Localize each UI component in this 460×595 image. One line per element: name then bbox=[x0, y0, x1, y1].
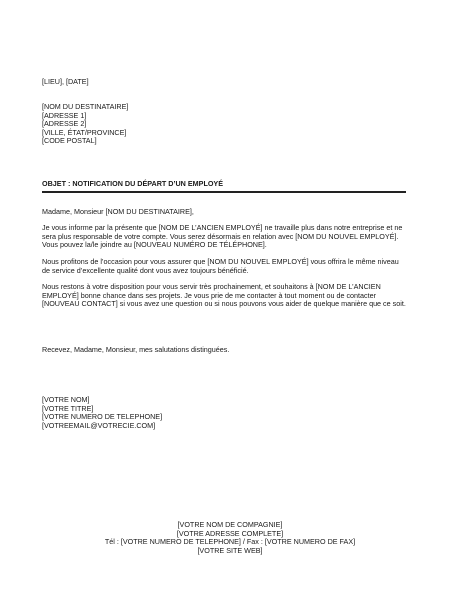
recipient-postal-code: [CODE POSTAL] bbox=[42, 136, 97, 146]
closing-block bbox=[42, 346, 410, 355]
letter-subject: OBJET : NOTIFICATION DU DÉPART D’UN EMPLOYÉ bbox=[42, 179, 224, 188]
body-paragraph-3 bbox=[42, 283, 408, 309]
recipient-name: [NOM DU DESTINATAIRE] bbox=[42, 102, 129, 111]
signature-block bbox=[42, 396, 410, 430]
body-paragraph-text: Je vous informe par la présente que [NOM DE L’ANCIEN EMPLOYÉ] ne travaille plus dans notre entreprise et ne sera plus responsable de votre compte. Vous serez désormais en relation avec [NOM DU NOUVEL EMPLOYÉ]. Vous pouvez la/le joindre au [NOUVEAU NUMÉRO DE TÉLÉPHONE]. bbox=[42, 223, 403, 250]
salutation: Madame, Monsieur [NOM DU DESTINATAIRE], bbox=[42, 207, 194, 216]
footer-phone-fax: Tél : [VOTRE NUMERO DE TELEPHONE] / Fax : [VOTRE NUMERO DE FAX] bbox=[104, 537, 356, 547]
body-paragraph-text: Nous profitons de l’occasion pour vous assurer que [NOM DU NOUVEL EMPLOYÉ] vous offrira le même niveau de service d’excellente qualité dont vous avez toujours bénéficié. bbox=[42, 257, 399, 275]
signature-name: [VOTRE NOM] bbox=[42, 395, 90, 404]
footer-company-name: [VOTRE NOM DE COMPAGNIE] bbox=[177, 520, 283, 529]
recipient-address-block bbox=[42, 103, 410, 146]
footer-address: [VOTRE ADRESSE COMPLETE] bbox=[176, 528, 284, 538]
letter-footer bbox=[0, 521, 460, 555]
salutation-block bbox=[42, 208, 410, 217]
signature-title: [VOTRE TITRE] bbox=[42, 403, 94, 413]
signature-phone: [VOTRE NUMERO DE TELEPHONE] bbox=[42, 412, 163, 422]
body-paragraph-text: Nous restons à votre disposition pour vous servir très prochainement, et souhaitons à [NOM DE L’ANCIEN EMPLOYÉ] bonne chance dans ses projets. Je vous prie de me contacter à tout moment ou de contacter [NOUVEAU CONTACT] si vous avez une question ou si nous pouvons vous aider de quelque manière que ce soit. bbox=[42, 282, 406, 309]
subject-divider bbox=[42, 191, 406, 193]
recipient-address-1: [ADRESSE 1] bbox=[42, 110, 87, 120]
body-paragraph-1 bbox=[42, 224, 408, 250]
closing-formula: Recevez, Madame, Monsieur, mes salutations distinguées. bbox=[42, 345, 230, 354]
recipient-address-2: [ADRESSE 2] bbox=[42, 119, 87, 129]
footer-website: [VOTRE SITE WEB] bbox=[197, 545, 263, 555]
place-date-block bbox=[42, 78, 410, 87]
signature-email: [VOTREEMAIL@VOTRECIE.COM] bbox=[42, 420, 156, 430]
body-paragraph-2 bbox=[42, 258, 408, 275]
place-date: [LIEU], [DATE] bbox=[42, 77, 89, 86]
recipient-city-state: [VILLE, ÉTAT/PROVINCE] bbox=[42, 127, 127, 137]
